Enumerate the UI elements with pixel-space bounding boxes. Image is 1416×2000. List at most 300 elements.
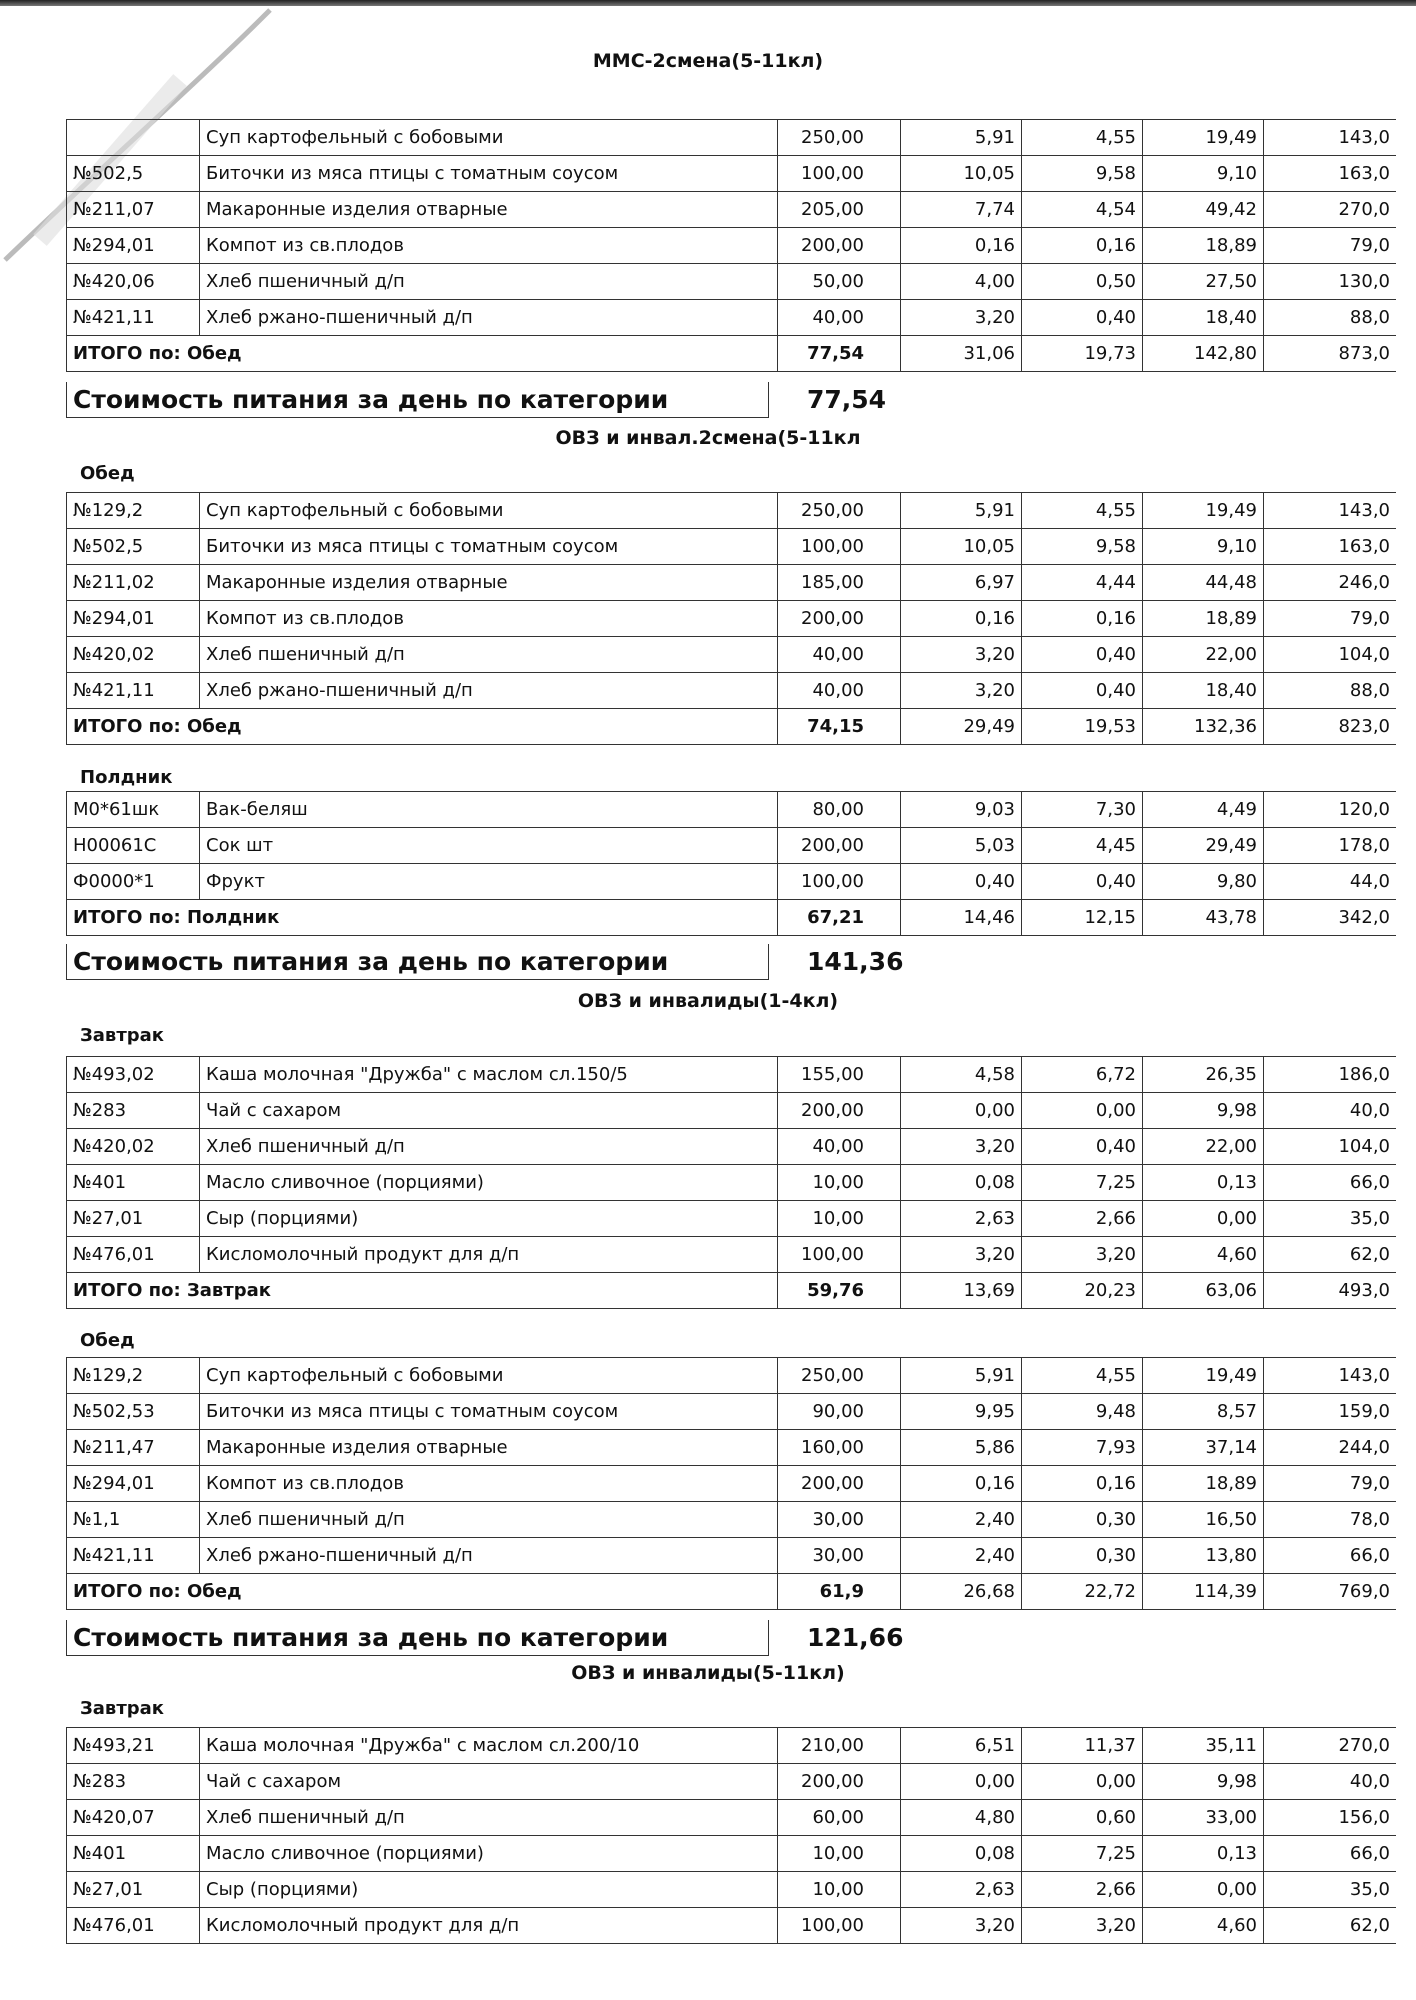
table-row xyxy=(67,601,1397,637)
table-row xyxy=(67,1394,1397,1430)
nutrient-value: 4,58 xyxy=(901,1057,1022,1093)
dish-name: Суп картофельный с бобовыми xyxy=(200,120,778,156)
recipe-code: №421,11 xyxy=(67,673,200,709)
nutrient-value: 0,50 xyxy=(1022,264,1143,300)
table-row xyxy=(67,1872,1397,1908)
recipe-code: №294,01 xyxy=(67,228,200,264)
dish-name: Хлеб ржано-пшеничный д/п xyxy=(200,673,778,709)
nutrient-value: 35,0 xyxy=(1264,1872,1397,1908)
meal-label: Завтрак xyxy=(80,1025,165,1046)
nutrient-value: 0,40 xyxy=(1022,864,1143,900)
recipe-code: №1,1 xyxy=(67,1502,200,1538)
nutrient-value: 156,0 xyxy=(1264,1800,1397,1836)
recipe-code: Н00061С xyxy=(67,828,200,864)
nutrient-value: 0,08 xyxy=(901,1836,1022,1872)
recipe-code: №420,02 xyxy=(67,637,200,673)
recipe-code: №401 xyxy=(67,1165,200,1201)
meal-table-wrap xyxy=(66,492,1416,745)
total-label: ИТОГО по: Обед xyxy=(67,1574,778,1610)
nutrient-value: 66,0 xyxy=(1264,1165,1397,1201)
nutrient-value: 143,0 xyxy=(1264,120,1397,156)
dish-name: Масло сливочное (порциями) xyxy=(200,1836,778,1872)
dish-name: Чай с сахаром xyxy=(200,1093,778,1129)
table-row xyxy=(67,1165,1397,1201)
portion-weight: 100,00 xyxy=(778,156,901,192)
nutrient-value: 5,86 xyxy=(901,1430,1022,1466)
nutrient-value: 7,93 xyxy=(1022,1430,1143,1466)
section-title: ОВЗ и инвалиды(1-4кл) xyxy=(577,990,839,1012)
dish-name: Компот из св.плодов xyxy=(200,228,778,264)
total-value: 22,72 xyxy=(1022,1574,1143,1610)
nutrient-value: 7,74 xyxy=(901,192,1022,228)
nutrient-value: 27,50 xyxy=(1143,264,1264,300)
meal-label: Полдник xyxy=(80,767,173,788)
recipe-code: №493,02 xyxy=(67,1057,200,1093)
nutrient-value: 19,49 xyxy=(1143,1358,1264,1394)
table-row xyxy=(67,1836,1397,1872)
nutrient-value: 0,30 xyxy=(1022,1538,1143,1574)
nutrient-value: 4,49 xyxy=(1143,792,1264,828)
total-value: 19,73 xyxy=(1022,336,1143,372)
nutrient-value: 9,98 xyxy=(1143,1764,1264,1800)
nutrient-value: 0,40 xyxy=(901,864,1022,900)
dish-name: Суп картофельный с бобовыми xyxy=(200,493,778,529)
nutrient-value: 6,51 xyxy=(901,1728,1022,1764)
recipe-code: №476,01 xyxy=(67,1237,200,1273)
nutrient-value: 4,60 xyxy=(1143,1237,1264,1273)
nutrient-value: 2,66 xyxy=(1022,1201,1143,1237)
section-title: ОВЗ и инвалиды(5-11кл) xyxy=(571,1662,845,1684)
recipe-code: №420,02 xyxy=(67,1129,200,1165)
daily-cost-row xyxy=(66,382,886,418)
total-value: 493,0 xyxy=(1264,1273,1397,1309)
nutrient-value: 79,0 xyxy=(1264,1466,1397,1502)
total-price: 67,21 xyxy=(778,900,901,936)
total-value: 342,0 xyxy=(1264,900,1397,936)
nutrient-value: 66,0 xyxy=(1264,1836,1397,1872)
dish-name: Фрукт xyxy=(200,864,778,900)
dish-name: Хлеб ржано-пшеничный д/п xyxy=(200,1538,778,1574)
meal-label: Обед xyxy=(80,463,135,484)
nutrient-value: 2,40 xyxy=(901,1538,1022,1574)
portion-weight: 10,00 xyxy=(778,1165,901,1201)
dish-name: Каша молочная "Дружба" с маслом сл.150/5 xyxy=(200,1057,778,1093)
dish-name: Хлеб ржано-пшеничный д/п xyxy=(200,300,778,336)
table-row xyxy=(67,1237,1397,1273)
portion-weight: 185,00 xyxy=(778,565,901,601)
total-row xyxy=(67,900,1397,936)
nutrient-value: 246,0 xyxy=(1264,565,1397,601)
nutrient-value: 3,20 xyxy=(901,637,1022,673)
dish-name: Компот из св.плодов xyxy=(200,601,778,637)
portion-weight: 90,00 xyxy=(778,1394,901,1430)
nutrient-value: 9,95 xyxy=(901,1394,1022,1430)
daily-cost-label: Стоимость питания за день по категории xyxy=(66,382,769,418)
nutrient-value: 2,63 xyxy=(901,1201,1022,1237)
meal-table xyxy=(66,1727,1396,1944)
table-row xyxy=(67,864,1397,900)
recipe-code: М0*61шк xyxy=(67,792,200,828)
recipe-code: №502,5 xyxy=(67,156,200,192)
total-label: ИТОГО по: Обед xyxy=(67,336,778,372)
nutrient-value: 18,40 xyxy=(1143,300,1264,336)
nutrient-value: 0,00 xyxy=(1143,1201,1264,1237)
recipe-code: Ф0000*1 xyxy=(67,864,200,900)
recipe-code: №211,07 xyxy=(67,192,200,228)
portion-weight: 200,00 xyxy=(778,228,901,264)
table-row xyxy=(67,1057,1397,1093)
recipe-code: №294,01 xyxy=(67,1466,200,1502)
dish-name: Кисломолочный продукт для д/п xyxy=(200,1908,778,1944)
table-row xyxy=(67,120,1397,156)
nutrient-value: 79,0 xyxy=(1264,601,1397,637)
nutrient-value: 9,58 xyxy=(1022,529,1143,565)
total-value: 132,36 xyxy=(1143,709,1264,745)
dish-name: Хлеб пшеничный д/п xyxy=(200,637,778,673)
nutrient-value: 7,25 xyxy=(1022,1165,1143,1201)
nutrient-value: 9,10 xyxy=(1143,156,1264,192)
total-value: 29,49 xyxy=(901,709,1022,745)
table-row xyxy=(67,1358,1397,1394)
total-price: 59,76 xyxy=(778,1273,901,1309)
dish-name: Сыр (порциями) xyxy=(200,1872,778,1908)
table-row xyxy=(67,529,1397,565)
nutrient-value: 0,40 xyxy=(1022,1129,1143,1165)
nutrient-value: 7,25 xyxy=(1022,1836,1143,1872)
recipe-code: №421,11 xyxy=(67,1538,200,1574)
nutrient-value: 35,0 xyxy=(1264,1201,1397,1237)
meal-label: Обед xyxy=(80,1330,135,1351)
table-row xyxy=(67,1502,1397,1538)
nutrient-value: 18,89 xyxy=(1143,228,1264,264)
portion-weight: 10,00 xyxy=(778,1872,901,1908)
dish-name: Хлеб пшеничный д/п xyxy=(200,1800,778,1836)
nutrient-value: 5,91 xyxy=(901,120,1022,156)
scan-top-edge xyxy=(0,0,1416,6)
portion-weight: 10,00 xyxy=(778,1836,901,1872)
table-row xyxy=(67,1093,1397,1129)
total-row xyxy=(67,1273,1397,1309)
daily-cost-row xyxy=(66,944,903,980)
total-value: 43,78 xyxy=(1143,900,1264,936)
total-value: 31,06 xyxy=(901,336,1022,372)
nutrient-value: 159,0 xyxy=(1264,1394,1397,1430)
portion-weight: 40,00 xyxy=(778,1129,901,1165)
meal-table-wrap xyxy=(66,1357,1416,1610)
portion-weight: 100,00 xyxy=(778,529,901,565)
nutrient-value: 0,16 xyxy=(901,228,1022,264)
portion-weight: 250,00 xyxy=(778,1358,901,1394)
nutrient-value: 0,00 xyxy=(901,1764,1022,1800)
meal-table xyxy=(66,791,1396,936)
nutrient-value: 2,40 xyxy=(901,1502,1022,1538)
recipe-code: №211,02 xyxy=(67,565,200,601)
dish-name: Компот из св.плодов xyxy=(200,1466,778,1502)
daily-cost-value: 77,54 xyxy=(807,385,887,414)
portion-weight: 200,00 xyxy=(778,601,901,637)
nutrient-value: 0,16 xyxy=(1022,601,1143,637)
table-row xyxy=(67,493,1397,529)
nutrient-value: 44,0 xyxy=(1264,864,1397,900)
recipe-code: №283 xyxy=(67,1764,200,1800)
nutrient-value: 19,49 xyxy=(1143,493,1264,529)
section-title: ММС-2смена(5-11кл) xyxy=(592,50,824,72)
meal-table xyxy=(66,492,1396,745)
dish-name: Кисломолочный продукт для д/п xyxy=(200,1237,778,1273)
total-price: 77,54 xyxy=(778,336,901,372)
recipe-code: №27,01 xyxy=(67,1201,200,1237)
portion-weight: 250,00 xyxy=(778,120,901,156)
dish-name: Макаронные изделия отварные xyxy=(200,1430,778,1466)
recipe-code xyxy=(67,120,200,156)
nutrient-value: 3,20 xyxy=(901,300,1022,336)
nutrient-value: 18,89 xyxy=(1143,1466,1264,1502)
total-label: ИТОГО по: Обед xyxy=(67,709,778,745)
nutrient-value: 0,60 xyxy=(1022,1800,1143,1836)
total-value: 12,15 xyxy=(1022,900,1143,936)
dish-name: Масло сливочное (порциями) xyxy=(200,1165,778,1201)
nutrient-value: 9,48 xyxy=(1022,1394,1143,1430)
table-row xyxy=(67,1430,1397,1466)
nutrient-value: 62,0 xyxy=(1264,1908,1397,1944)
portion-weight: 200,00 xyxy=(778,1466,901,1502)
dish-name: Суп картофельный с бобовыми xyxy=(200,1358,778,1394)
dish-name: Сыр (порциями) xyxy=(200,1201,778,1237)
nutrient-value: 78,0 xyxy=(1264,1502,1397,1538)
portion-weight: 100,00 xyxy=(778,864,901,900)
nutrient-value: 11,37 xyxy=(1022,1728,1143,1764)
meal-table-wrap xyxy=(66,1056,1416,1309)
table-row xyxy=(67,1129,1397,1165)
total-value: 873,0 xyxy=(1264,336,1397,372)
nutrient-value: 3,20 xyxy=(901,1237,1022,1273)
nutrient-value: 13,80 xyxy=(1143,1538,1264,1574)
portion-weight: 30,00 xyxy=(778,1502,901,1538)
recipe-code: №421,11 xyxy=(67,300,200,336)
nutrient-value: 4,55 xyxy=(1022,493,1143,529)
total-value: 13,69 xyxy=(901,1273,1022,1309)
nutrient-value: 0,00 xyxy=(901,1093,1022,1129)
nutrient-value: 49,42 xyxy=(1143,192,1264,228)
nutrient-value: 163,0 xyxy=(1264,156,1397,192)
dish-name: Чай с сахаром xyxy=(200,1764,778,1800)
portion-weight: 60,00 xyxy=(778,1800,901,1836)
portion-weight: 210,00 xyxy=(778,1728,901,1764)
portion-weight: 40,00 xyxy=(778,673,901,709)
nutrient-value: 3,20 xyxy=(901,673,1022,709)
portion-weight: 50,00 xyxy=(778,264,901,300)
recipe-code: №502,5 xyxy=(67,529,200,565)
dish-name: Хлеб пшеничный д/п xyxy=(200,1129,778,1165)
portion-weight: 100,00 xyxy=(778,1908,901,1944)
portion-weight: 200,00 xyxy=(778,828,901,864)
table-row xyxy=(67,1764,1397,1800)
nutrient-value: 66,0 xyxy=(1264,1538,1397,1574)
nutrient-value: 0,00 xyxy=(1022,1093,1143,1129)
dish-name: Биточки из мяса птицы с томатным соусом xyxy=(200,529,778,565)
table-row xyxy=(67,1538,1397,1574)
total-value: 114,39 xyxy=(1143,1574,1264,1610)
nutrient-value: 88,0 xyxy=(1264,300,1397,336)
meal-table-wrap xyxy=(66,1727,1416,1944)
nutrient-value: 5,03 xyxy=(901,828,1022,864)
recipe-code: №129,2 xyxy=(67,493,200,529)
recipe-code: №211,47 xyxy=(67,1430,200,1466)
recipe-code: №129,2 xyxy=(67,1358,200,1394)
meal-table-wrap xyxy=(66,791,1416,936)
nutrient-value: 5,91 xyxy=(901,493,1022,529)
total-label: ИТОГО по: Полдник xyxy=(67,900,778,936)
nutrient-value: 143,0 xyxy=(1264,493,1397,529)
nutrient-value: 9,03 xyxy=(901,792,1022,828)
portion-weight: 100,00 xyxy=(778,1237,901,1273)
nutrient-value: 143,0 xyxy=(1264,1358,1397,1394)
dish-name: Макаронные изделия отварные xyxy=(200,192,778,228)
recipe-code: №294,01 xyxy=(67,601,200,637)
nutrient-value: 2,66 xyxy=(1022,1872,1143,1908)
recipe-code: №27,01 xyxy=(67,1872,200,1908)
nutrient-value: 19,49 xyxy=(1143,120,1264,156)
table-row xyxy=(67,673,1397,709)
nutrient-value: 104,0 xyxy=(1264,1129,1397,1165)
recipe-code: №283 xyxy=(67,1093,200,1129)
portion-weight: 155,00 xyxy=(778,1057,901,1093)
nutrient-value: 120,0 xyxy=(1264,792,1397,828)
recipe-code: №476,01 xyxy=(67,1908,200,1944)
nutrient-value: 3,20 xyxy=(901,1129,1022,1165)
nutrient-value: 10,05 xyxy=(901,156,1022,192)
nutrient-value: 4,60 xyxy=(1143,1908,1264,1944)
table-row xyxy=(67,1908,1397,1944)
table-row xyxy=(67,565,1397,601)
total-price: 61,9 xyxy=(778,1574,901,1610)
dish-name: Биточки из мяса птицы с томатным соусом xyxy=(200,1394,778,1430)
total-label: ИТОГО по: Завтрак xyxy=(67,1273,778,1309)
total-value: 769,0 xyxy=(1264,1574,1397,1610)
nutrient-value: 44,48 xyxy=(1143,565,1264,601)
portion-weight: 10,00 xyxy=(778,1201,901,1237)
nutrient-value: 9,98 xyxy=(1143,1093,1264,1129)
nutrient-value: 0,13 xyxy=(1143,1836,1264,1872)
meal-table-wrap xyxy=(66,119,1416,372)
nutrient-value: 4,45 xyxy=(1022,828,1143,864)
table-row xyxy=(67,792,1397,828)
total-value: 26,68 xyxy=(901,1574,1022,1610)
table-row xyxy=(67,228,1397,264)
total-row xyxy=(67,1574,1397,1610)
nutrient-value: 33,00 xyxy=(1143,1800,1264,1836)
nutrient-value: 0,00 xyxy=(1143,1872,1264,1908)
portion-weight: 30,00 xyxy=(778,1538,901,1574)
table-row xyxy=(67,156,1397,192)
table-row xyxy=(67,1201,1397,1237)
nutrient-value: 0,40 xyxy=(1022,673,1143,709)
nutrient-value: 22,00 xyxy=(1143,637,1264,673)
nutrient-value: 8,57 xyxy=(1143,1394,1264,1430)
nutrient-value: 3,20 xyxy=(1022,1908,1143,1944)
table-row xyxy=(67,1728,1397,1764)
section-title: ОВЗ и инвал.2смена(5-11кл xyxy=(555,427,861,449)
portion-weight: 160,00 xyxy=(778,1430,901,1466)
table-row xyxy=(67,1466,1397,1502)
recipe-code: №420,07 xyxy=(67,1800,200,1836)
nutrient-value: 18,40 xyxy=(1143,673,1264,709)
nutrient-value: 62,0 xyxy=(1264,1237,1397,1273)
nutrient-value: 244,0 xyxy=(1264,1430,1397,1466)
nutrient-value: 0,16 xyxy=(1022,1466,1143,1502)
table-row xyxy=(67,300,1397,336)
table-row xyxy=(67,1800,1397,1836)
dish-name: Биточки из мяса птицы с томатным соусом xyxy=(200,156,778,192)
nutrient-value: 4,44 xyxy=(1022,565,1143,601)
daily-cost-value: 121,66 xyxy=(807,1623,904,1652)
dish-name: Макаронные изделия отварные xyxy=(200,565,778,601)
total-row xyxy=(67,336,1397,372)
nutrient-value: 270,0 xyxy=(1264,1728,1397,1764)
nutrient-value: 4,55 xyxy=(1022,1358,1143,1394)
nutrient-value: 35,11 xyxy=(1143,1728,1264,1764)
total-value: 14,46 xyxy=(901,900,1022,936)
portion-weight: 80,00 xyxy=(778,792,901,828)
nutrient-value: 3,20 xyxy=(901,1908,1022,1944)
portion-weight: 40,00 xyxy=(778,300,901,336)
nutrient-value: 104,0 xyxy=(1264,637,1397,673)
portion-weight: 250,00 xyxy=(778,493,901,529)
dish-name: Хлеб пшеничный д/п xyxy=(200,1502,778,1538)
nutrient-value: 0,40 xyxy=(1022,637,1143,673)
meal-table xyxy=(66,1357,1396,1610)
nutrient-value: 0,30 xyxy=(1022,1502,1143,1538)
nutrient-value: 9,10 xyxy=(1143,529,1264,565)
nutrient-value: 9,80 xyxy=(1143,864,1264,900)
nutrient-value: 0,16 xyxy=(901,1466,1022,1502)
total-value: 19,53 xyxy=(1022,709,1143,745)
total-price: 74,15 xyxy=(778,709,901,745)
nutrient-value: 16,50 xyxy=(1143,1502,1264,1538)
recipe-code: №420,06 xyxy=(67,264,200,300)
nutrient-value: 270,0 xyxy=(1264,192,1397,228)
nutrient-value: 4,55 xyxy=(1022,120,1143,156)
nutrient-value: 6,72 xyxy=(1022,1057,1143,1093)
nutrient-value: 4,00 xyxy=(901,264,1022,300)
recipe-code: №401 xyxy=(67,1836,200,1872)
recipe-code: №493,21 xyxy=(67,1728,200,1764)
meal-table xyxy=(66,1056,1396,1309)
nutrient-value: 3,20 xyxy=(1022,1237,1143,1273)
nutrient-value: 178,0 xyxy=(1264,828,1397,864)
nutrient-value: 0,08 xyxy=(901,1165,1022,1201)
nutrient-value: 10,05 xyxy=(901,529,1022,565)
nutrient-value: 9,58 xyxy=(1022,156,1143,192)
total-value: 142,80 xyxy=(1143,336,1264,372)
meal-label: Завтрак xyxy=(80,1698,165,1719)
nutrient-value: 29,49 xyxy=(1143,828,1264,864)
nutrient-value: 6,97 xyxy=(901,565,1022,601)
nutrient-value: 0,16 xyxy=(901,601,1022,637)
portion-weight: 205,00 xyxy=(778,192,901,228)
dish-name: Сок шт xyxy=(200,828,778,864)
portion-weight: 200,00 xyxy=(778,1093,901,1129)
total-value: 63,06 xyxy=(1143,1273,1264,1309)
nutrient-value: 26,35 xyxy=(1143,1057,1264,1093)
nutrient-value: 4,54 xyxy=(1022,192,1143,228)
nutrient-value: 0,13 xyxy=(1143,1165,1264,1201)
table-row xyxy=(67,192,1397,228)
nutrient-value: 40,0 xyxy=(1264,1764,1397,1800)
nutrient-value: 79,0 xyxy=(1264,228,1397,264)
nutrient-value: 2,63 xyxy=(901,1872,1022,1908)
nutrient-value: 5,91 xyxy=(901,1358,1022,1394)
